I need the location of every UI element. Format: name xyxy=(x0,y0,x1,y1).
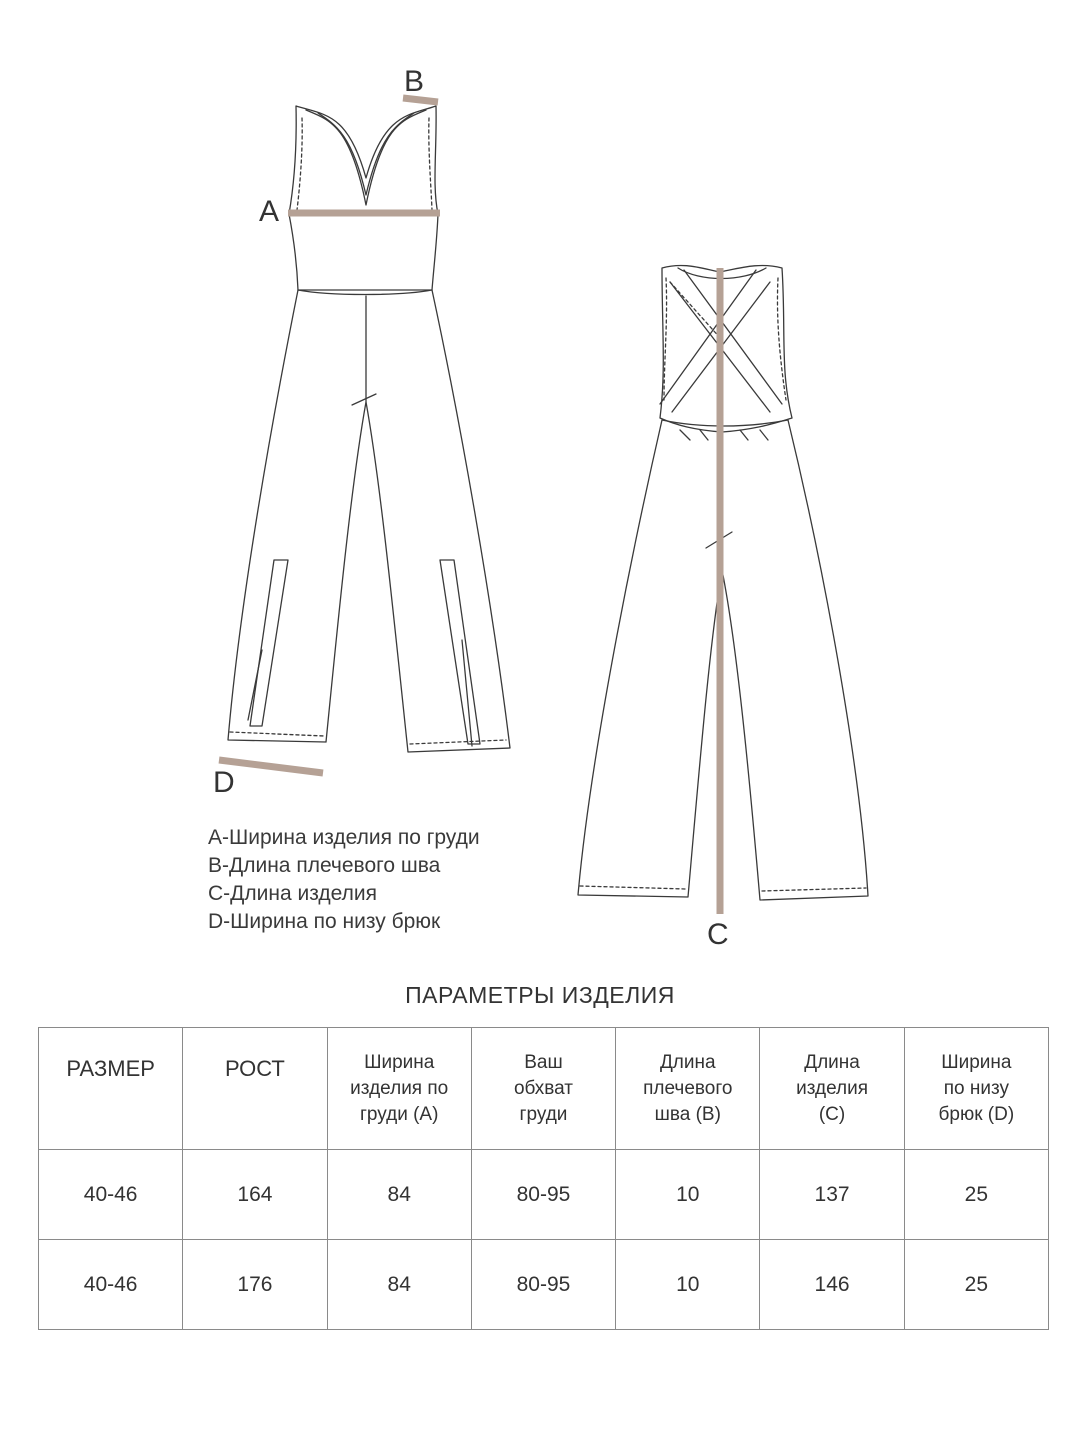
cell-height: 176 xyxy=(183,1240,327,1330)
cell-size: 40-46 xyxy=(39,1240,183,1330)
marker-c: C xyxy=(707,918,729,951)
cell-garment-length: 146 xyxy=(760,1240,904,1330)
cell-shoulder-length: 10 xyxy=(616,1240,760,1330)
size-parameters-table xyxy=(38,1027,1049,1330)
legend-item-b: B-Длина плечевого шва xyxy=(208,854,441,877)
cell-height: 164 xyxy=(183,1150,327,1240)
front-bodice-outline xyxy=(289,106,438,290)
header-garment-length: Длина изделия (C) xyxy=(760,1028,904,1150)
header-shoulder-length: Длина плечевого шва (B) xyxy=(616,1028,760,1150)
marker-a: A xyxy=(259,195,280,228)
legend-item-d: D-Ширина по низу брюк xyxy=(208,910,441,933)
marker-d: D xyxy=(213,766,235,799)
cell-size: 40-46 xyxy=(39,1150,183,1240)
cell-chest-width: 84 xyxy=(327,1240,471,1330)
front-trousers-outline xyxy=(228,290,510,752)
header-your-chest: Ваш обхват груди xyxy=(471,1028,615,1150)
measurement-legend xyxy=(208,824,480,936)
cell-chest-width: 84 xyxy=(327,1150,471,1240)
legend-item-c: C-Длина изделия xyxy=(208,882,377,905)
table-header-row xyxy=(39,1028,1049,1150)
back-bodice-outline xyxy=(660,265,792,432)
section-title: ПАРАМЕТРЫ ИЗДЕЛИЯ xyxy=(405,982,675,1008)
cell-shoulder-length: 10 xyxy=(616,1150,760,1240)
header-chest-width: Ширина изделия по груди (A) xyxy=(327,1028,471,1150)
cell-garment-length: 137 xyxy=(760,1150,904,1240)
cell-your-chest: 80-95 xyxy=(471,1150,615,1240)
marker-b: B xyxy=(404,65,425,98)
header-height: РОСТ xyxy=(183,1028,327,1150)
measure-band-b xyxy=(403,98,438,102)
legend-item-a: A-Ширина изделия по груди xyxy=(208,826,480,849)
cell-hem-width: 25 xyxy=(904,1240,1048,1330)
header-size: РАЗМЕР xyxy=(39,1028,183,1150)
table-row xyxy=(39,1240,1049,1330)
measurement-bands xyxy=(219,98,720,914)
header-hem-width: Ширина по низу брюк (D) xyxy=(904,1028,1048,1150)
cell-your-chest: 80-95 xyxy=(471,1240,615,1330)
table-row xyxy=(39,1150,1049,1240)
cell-hem-width: 25 xyxy=(904,1150,1048,1240)
